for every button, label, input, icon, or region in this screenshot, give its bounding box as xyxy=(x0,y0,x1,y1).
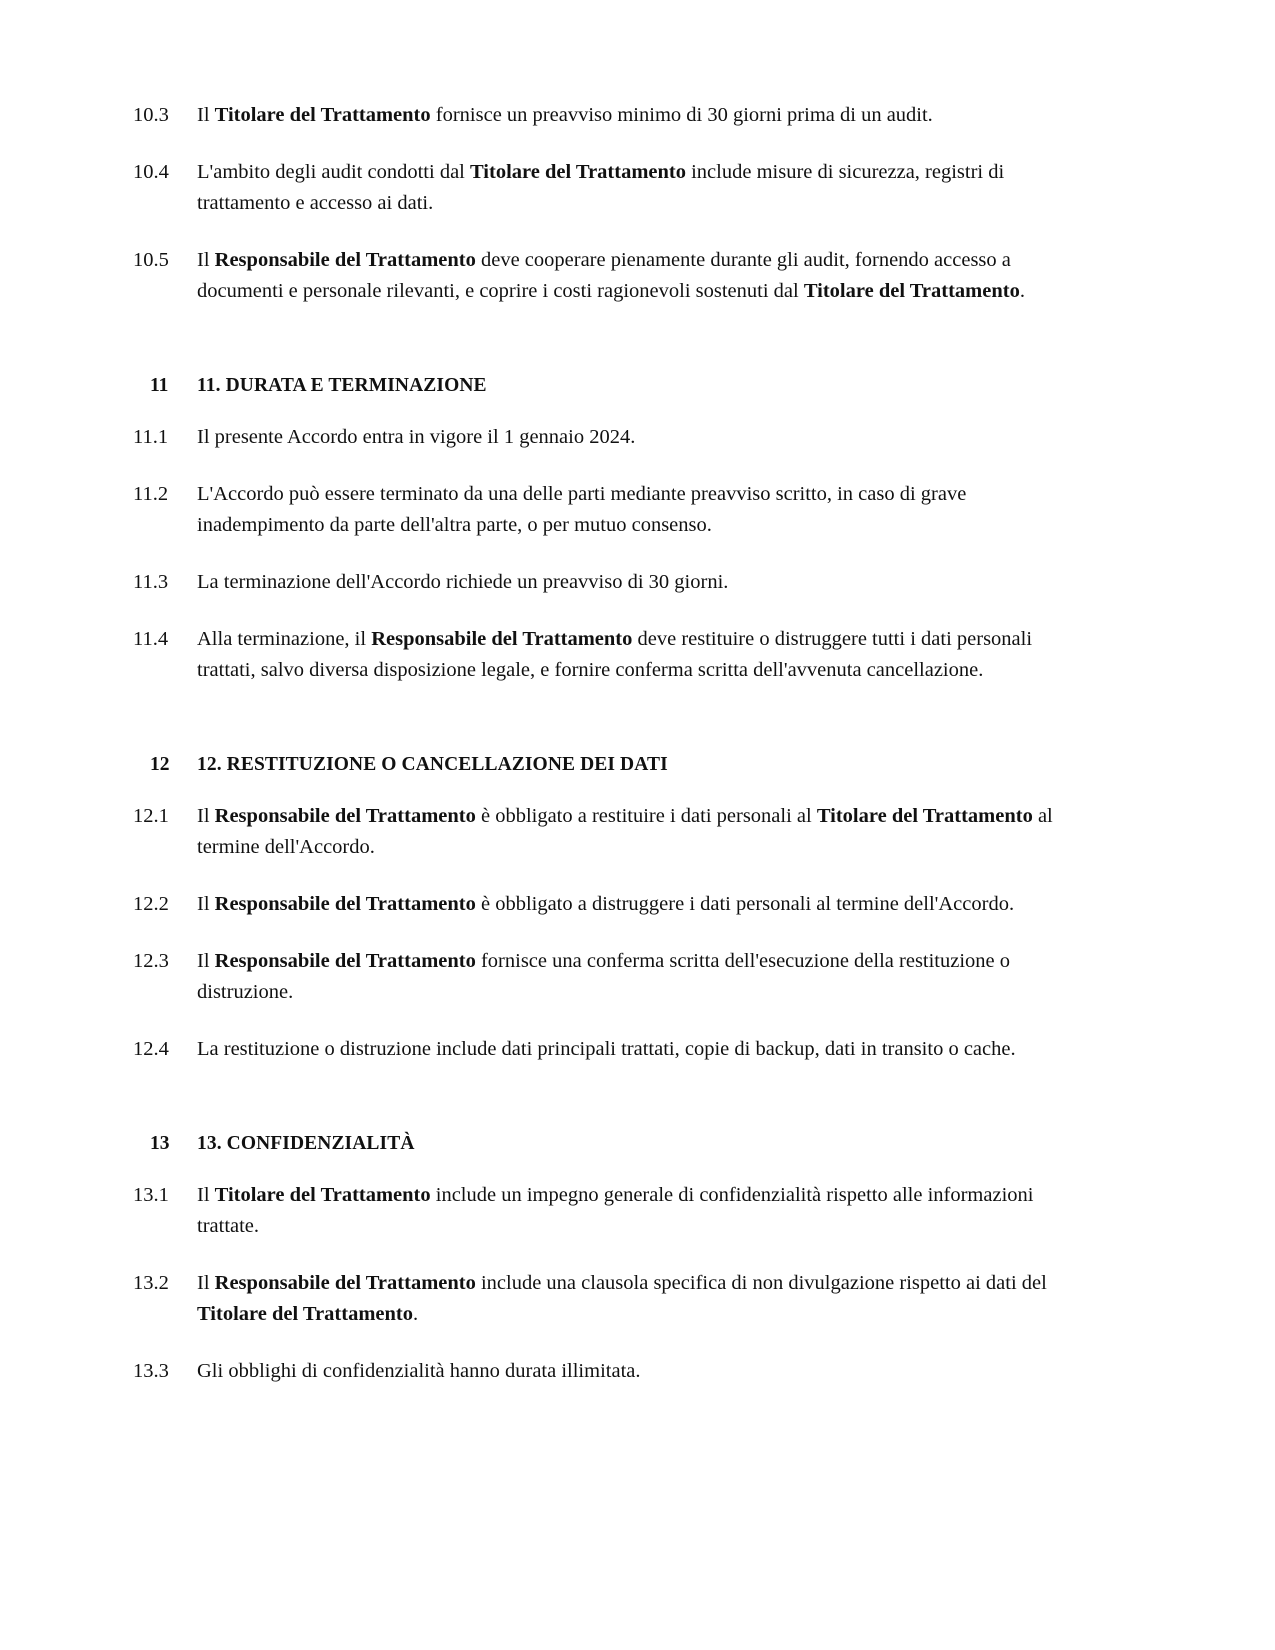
clause-text xyxy=(197,1034,1060,1065)
clause-text xyxy=(197,889,1060,920)
emphasis-term: Titolare del Trattamento xyxy=(197,1303,413,1325)
clause xyxy=(133,157,1060,219)
clause-text xyxy=(197,479,1060,541)
clause xyxy=(133,1356,1060,1387)
clause xyxy=(133,1268,1060,1330)
clause-text xyxy=(197,1268,1060,1330)
clause-number: 13.2 xyxy=(133,1272,169,1294)
emphasis-term: Responsabile del Trattamento xyxy=(214,249,476,271)
emphasis-term: Responsabile del Trattamento xyxy=(214,893,476,915)
clause-text xyxy=(197,422,1060,453)
text-run: Alla terminazione, il xyxy=(197,628,372,650)
clause-text xyxy=(197,1180,1060,1242)
emphasis-term: Responsabile del Trattamento xyxy=(371,628,633,650)
text-run: Il xyxy=(197,950,215,972)
text-run: fornisce una conferma scritta dell'esecuzione della restituzione o distruzione. xyxy=(197,950,1011,1003)
section-title: 11. DURATA E TERMINAZIONE xyxy=(197,375,487,396)
text-run: Il xyxy=(197,1272,215,1294)
emphasis-term: Titolare del Trattamento xyxy=(803,280,1020,302)
text-run: Gli obblighi di confidenzialità hanno durata illimitata. xyxy=(197,1360,641,1382)
clause xyxy=(133,100,1060,131)
clause xyxy=(133,1034,1060,1065)
clause-number: 10.4 xyxy=(133,161,169,183)
section-title: 13. CONFIDENZIALITÀ xyxy=(197,1133,415,1154)
clause xyxy=(133,567,1060,598)
text-run: fornisce un preavviso minimo di 30 giorni prima di un audit. xyxy=(430,104,933,126)
emphasis-term: Responsabile del Trattamento xyxy=(214,950,476,972)
text-run: Il xyxy=(197,249,215,271)
text-run: L'ambito degli audit condotti dal xyxy=(197,161,470,183)
clause xyxy=(133,801,1060,863)
text-run: Il presente Accordo entra in vigore il 1 gennaio 2024. xyxy=(197,426,636,448)
emphasis-term: Responsabile del Trattamento xyxy=(214,1272,476,1294)
clause xyxy=(133,479,1060,541)
section-number: 13 xyxy=(150,1133,170,1154)
emphasis-term: Titolare del Trattamento xyxy=(470,161,686,183)
clause-number: 11.1 xyxy=(133,426,169,448)
emphasis-term: Responsabile del Trattamento xyxy=(214,805,476,827)
text-run: La terminazione dell'Accordo richiede un preavviso di 30 giorni. xyxy=(197,571,729,593)
text-run: La restituzione o distruzione include dati principali trattati, copie di backup, dati in transito o cache. xyxy=(197,1038,1016,1060)
text-run: L'Accordo può essere terminato da una delle parti mediante preavviso scritto, in caso di grave inadempimento da parte dell'altra parte, o per mutuo consenso. xyxy=(197,483,967,536)
section-title: 12. RESTITUZIONE O CANCELLAZIONE DEI DATI xyxy=(197,754,668,775)
clause-number: 12.4 xyxy=(133,1038,169,1060)
text-run: . xyxy=(1019,280,1025,302)
text-run: è obbligato a restituire i dati personali al xyxy=(475,805,817,827)
emphasis-term: Titolare del Trattamento xyxy=(816,805,1033,827)
text-run: Il xyxy=(197,805,215,827)
clause-text xyxy=(197,245,1060,307)
clause-number: 10.5 xyxy=(133,249,169,271)
section-heading xyxy=(133,333,1060,400)
text-run: Il xyxy=(197,893,215,915)
document-body xyxy=(133,100,1060,1387)
text-run: include un impegno generale di confidenzialità rispetto alle informazioni trattate. xyxy=(197,1184,1034,1237)
section-heading xyxy=(133,1091,1060,1158)
clause-number: 11.3 xyxy=(133,571,169,593)
clause-text xyxy=(197,157,1060,219)
text-run: deve restituire o distruggere tutti i dati personali trattati, salvo diversa disposizione legale, e fornire conferma scritta dell'avvenuta cancellazione. xyxy=(197,628,1033,681)
emphasis-term: Titolare del Trattamento xyxy=(214,104,431,126)
text-run: al termine dell'Accordo. xyxy=(197,805,1053,858)
clause xyxy=(133,422,1060,453)
text-run: . xyxy=(412,1303,419,1325)
text-run: include misure di sicurezza, registri di trattamento e accesso ai dati. xyxy=(197,161,1005,214)
clause-text xyxy=(197,100,1060,131)
emphasis-term: Titolare del Trattamento xyxy=(214,1184,431,1206)
clause xyxy=(133,245,1060,307)
clause-number: 12.1 xyxy=(133,805,169,827)
clause-text xyxy=(197,624,1060,686)
text-run: Il xyxy=(197,104,215,126)
section-number: 12 xyxy=(150,754,170,775)
section-heading xyxy=(133,712,1060,779)
text-run: deve cooperare pienamente durante gli audit, fornendo accesso a documenti e personale rilevanti, e coprire i costi ragionevoli sostenuti dal xyxy=(197,249,1011,302)
clause-text xyxy=(197,801,1060,863)
clause-text xyxy=(197,1356,1060,1387)
clause-number: 13.3 xyxy=(133,1360,169,1382)
clause-number: 11.2 xyxy=(133,483,169,505)
text-run: include una clausola specifica di non divulgazione rispetto ai dati del xyxy=(475,1272,1047,1294)
clause-number: 12.2 xyxy=(133,893,169,915)
clause xyxy=(133,889,1060,920)
clause xyxy=(133,624,1060,686)
clause xyxy=(133,1180,1060,1242)
clause-number: 11.4 xyxy=(133,628,169,650)
clause-text xyxy=(197,567,1060,598)
clause xyxy=(133,946,1060,1008)
clause-text xyxy=(197,946,1060,1008)
text-run: Il xyxy=(197,1184,215,1206)
text-run: è obbligato a distruggere i dati personali al termine dell'Accordo. xyxy=(475,893,1015,915)
clause-number: 12.3 xyxy=(133,950,169,972)
section-number: 11 xyxy=(150,375,169,396)
clause-number: 10.3 xyxy=(133,104,169,126)
clause-number: 13.1 xyxy=(133,1184,169,1206)
